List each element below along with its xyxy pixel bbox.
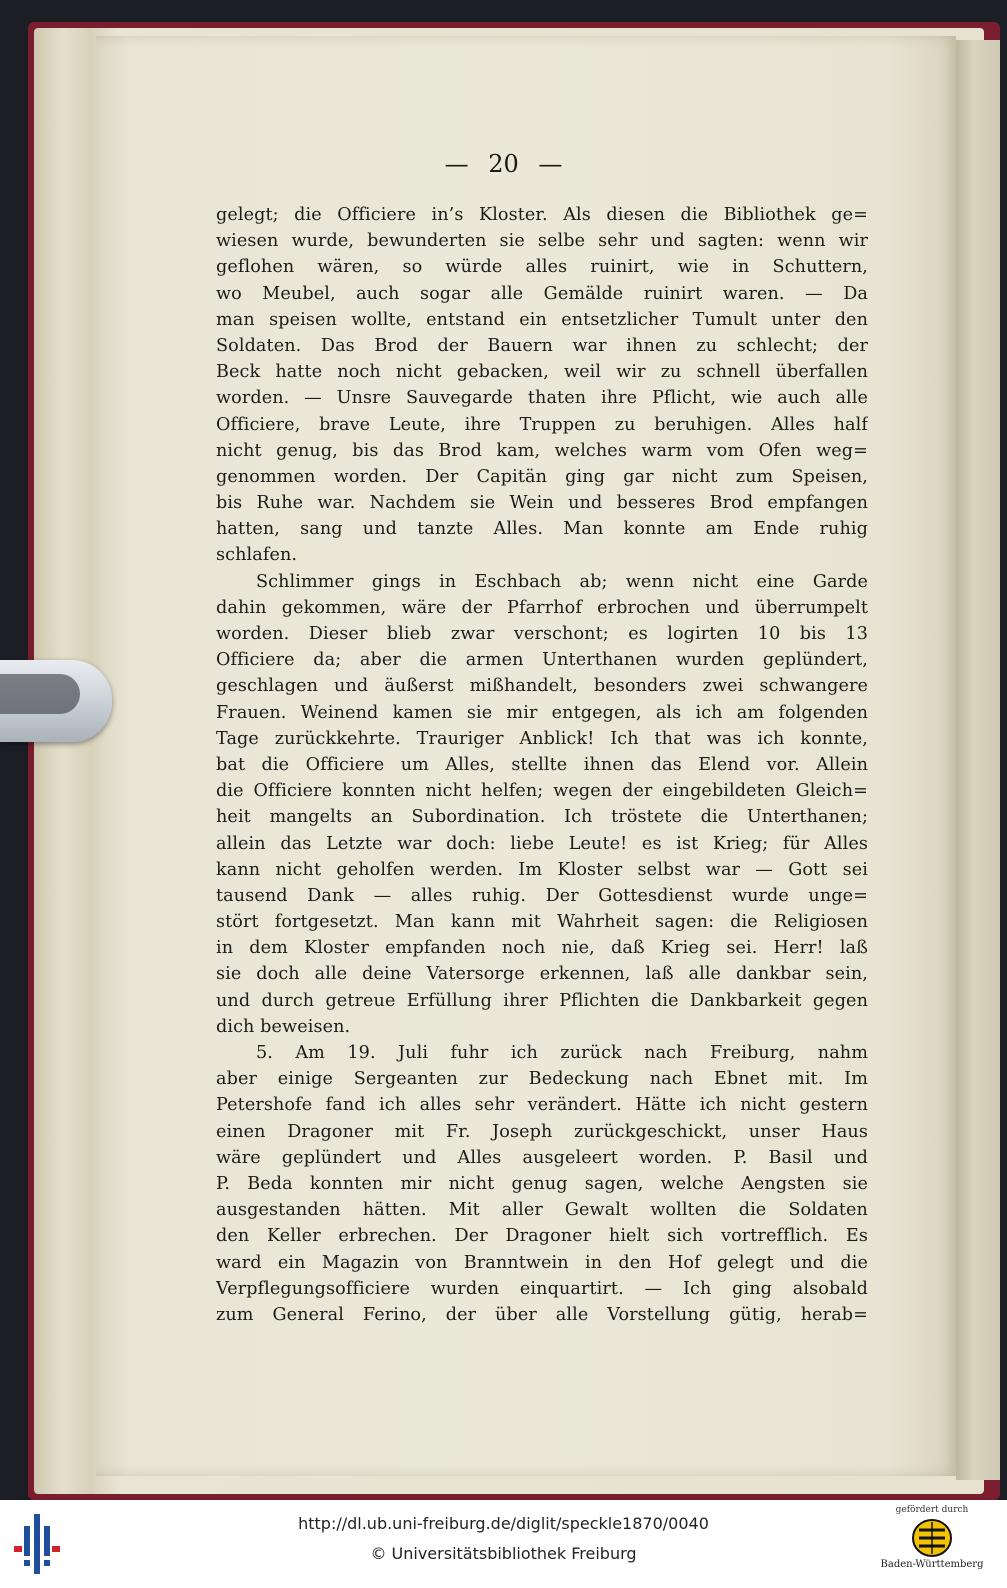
text-line: Verpflegungsofficiere wurden einquartirt. — Ich ging alsobald (216, 1278, 868, 1299)
funding-state-name: Baden-Württemberg (880, 1559, 984, 1570)
text-line: genommen worden. Der Capitän ging gar nicht zum Speisen, (216, 466, 868, 487)
text-line: Officiere, brave Leute, ihre Truppen zu beruhigen. Alles half (216, 414, 868, 435)
text-line: worden. — Unsre Sauvegarde thaten ihre Pflicht, wie auch alle (216, 388, 868, 409)
text-line: P. Beda konnten mir nicht genug sagen, welche Aengsten sie (216, 1173, 868, 1194)
viewer-footer (0, 1500, 1007, 1588)
text-line: Soldaten. Das Brod der Bauern war ihnen zu schlecht; der (216, 335, 868, 356)
text-line: wäre geplündert und Alles ausgeleert worden. P. Basil und (216, 1147, 868, 1168)
text-line: Beck hatte noch nicht gebacken, weil wir zu schnell überfallen (216, 362, 868, 383)
page-holder-clip (0, 660, 112, 742)
copyright-notice: © Universitätsbibliothek Freiburg (370, 1544, 637, 1563)
text-line: sie doch alle deine Vatersorge erkennen, laß alle dankbar sein, (216, 964, 868, 985)
text-line: ausgestanden hätten. Mit aller Gewalt wollten die Soldaten (216, 1200, 868, 1221)
text-line: Officiere da; aber die armen Unterthanen wurden geplündert, (216, 650, 868, 671)
text-line: 5. Am 19. Juli fuhr ich zurück nach Freiburg, nahm (256, 1043, 868, 1063)
text-line: einen Dragoner mit Fr. Joseph zurückgeschickt, unser Haus (216, 1121, 868, 1142)
funding-badge (872, 1504, 992, 1588)
funding-label: gefördert durch (895, 1505, 969, 1515)
text-line: dich beweisen. (216, 1016, 351, 1037)
text-line: bis Ruhe war. Nachdem sie Wein und besseres Brod empfangen (216, 493, 868, 514)
text-line: kann nicht geholfen werden. Im Kloster selbst war — Gott sei (216, 859, 868, 880)
next-page-edge (956, 40, 1000, 1480)
text-line: ward ein Magazin von Branntwein in den Hof gelegt und die (216, 1252, 868, 1273)
text-line: worden. Dieser blieb zwar verschont; es logirten 10 bis 13 (216, 624, 868, 644)
text-line: den Keller erbrechen. Der Dragoner hielt sich vortrefflich. Es (216, 1226, 868, 1247)
text-line: wiesen wurde, bewunderten sie selbe sehr und sagten: wenn wir (216, 231, 868, 252)
text-line: aber einige Sergeanten zur Bedeckung nach Ebnet mit. Im (216, 1069, 868, 1090)
page-number-dash-right: — (538, 150, 563, 178)
text-line: allein das Letzte war doch: liebe Leute! es ist Krieg; für Alles (216, 833, 868, 854)
text-line: zum General Ferino, der über alle Vorstellung gütig, herab= (216, 1304, 868, 1325)
text-line: hatten, sang und tanzte Alles. Man konnte am Ende ruhig (216, 519, 868, 540)
text-line: und durch getreue Erfüllung ihrer Pflichten die Dankbarkeit gegen (216, 990, 868, 1011)
body-text (216, 202, 868, 1328)
text-line: schlafen. (216, 545, 298, 566)
page-number (0, 150, 1007, 178)
baden-wuerttemberg-crest-icon (911, 1518, 953, 1558)
page-number-dash-left: — (444, 150, 469, 178)
text-line: in dem Kloster empfanden noch nie, daß Krieg sei. Herr! laß (216, 938, 868, 959)
text-line: bat die Officiere um Alles, stellte ihnen das Elend vor. Allein (216, 754, 868, 775)
text-line: Schlimmer gings in Eschbach ab; wenn nicht eine Garde (256, 571, 868, 592)
text-line: wo Meubel, auch sogar alle Gemälde ruinirt waren. — Da (216, 283, 868, 304)
text-line: tausend Dank — alles ruhig. Der Gottesdienst wurde unge= (216, 885, 868, 906)
text-line: geschlagen und äußerst mißhandelt, besonders zwei schwangere (216, 676, 868, 697)
text-line: dahin gekommen, wäre der Pfarrhof erbrochen und überrumpelt (216, 597, 868, 618)
text-line: man speisen wollte, entstand ein entsetzlicher Tumult unter den (216, 309, 868, 330)
text-line: nicht genug, bis das Brod kam, welches warm vom Ofen weg= (216, 440, 868, 461)
permalink-url[interactable]: http://dl.ub.uni-freiburg.de/diglit/speckle1870/0040 (298, 1514, 709, 1533)
text-line: Petershofe fand ich alles sehr verändert. Hätte ich nicht gestern (216, 1095, 868, 1116)
text-line: Frauen. Weinend kamen sie mir entgegen, als ich am folgenden (216, 702, 868, 723)
page-number-value: 20 (488, 150, 519, 178)
text-line: Tage zurückkehrte. Trauriger Anblick! Ich that was ich konnte, (216, 728, 868, 749)
text-line: heit mangelts an Subordination. Ich tröstete die Unterthanen; (216, 807, 868, 828)
text-line: geflohen wären, so würde alles ruinirt, wie in Schuttern, (216, 257, 868, 278)
text-line: gelegt; die Officiere in’s Kloster. Als diesen die Bibliothek ge= (216, 205, 868, 225)
text-line: die Officiere konnten nicht helfen; wegen der eingebildeten Gleich= (216, 781, 868, 802)
text-line: stört fortgesetzt. Man kann mit Wahrheit sagen: die Religiosen (216, 912, 868, 933)
